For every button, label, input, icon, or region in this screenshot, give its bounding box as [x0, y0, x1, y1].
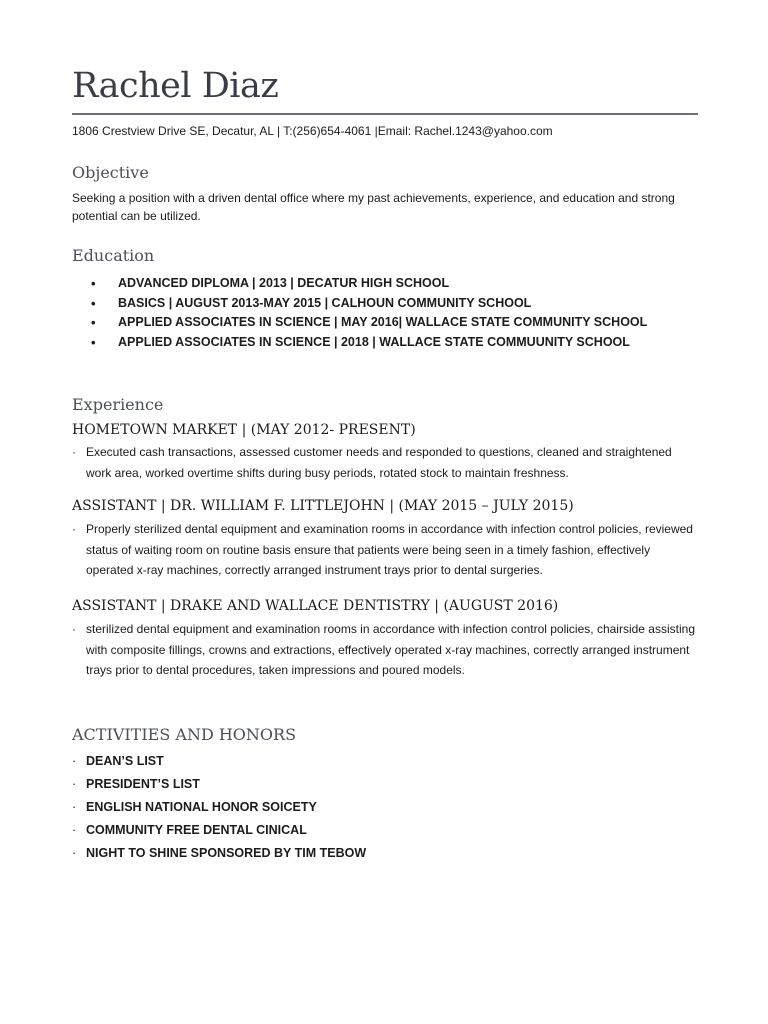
education-item — [72, 274, 647, 294]
education-item-text: APPLIED ASSOCIATES IN SCIENCE | 2018 | WALLACE STATE COMMUUNITY SCHOOL — [118, 335, 630, 350]
experience-heading: Experience — [72, 395, 164, 414]
education-item — [72, 294, 647, 314]
bullet-icon: · — [72, 622, 76, 636]
bullet-icon: · — [72, 777, 77, 791]
education-item — [72, 313, 647, 333]
bullet-icon: · — [72, 522, 76, 536]
education-item — [72, 333, 647, 353]
education-item-text: BASICS | AUGUST 2013-MAY 2015 | CALHOUN COMMUNITY SCHOOL — [118, 295, 532, 310]
bullet-icon: · — [72, 445, 76, 459]
objective-heading: Objective — [72, 163, 149, 182]
education-item-text: APPLIED ASSOCIATES IN SCIENCE | MAY 2016| WALLACE STATE COMMUNITY SCHOOL — [118, 315, 648, 330]
honor-item — [72, 796, 366, 819]
bullet-icon: • — [91, 295, 96, 311]
job-title: HOMETOWN MARKET | (MAY 2012- PRESENT) — [72, 422, 416, 438]
education-heading: Education — [72, 246, 155, 265]
honor-item-text: DEAN’S LIST — [86, 754, 164, 768]
honor-item — [72, 819, 366, 842]
education-item-text: ADVANCED DIPLOMA | 2013 | DECATUR HIGH SCHOOL — [118, 276, 450, 290]
bullet-icon: · — [72, 800, 77, 814]
job-description-text: sterilized dental equipment and examination rooms in accordance with infection control policies, chairside assisting with composite fillings, crowns and extractions, effectively operated x-ray machines, correctly arranged instrument trays prior to dental procedures, taken impressions and poured models. — [86, 622, 695, 677]
bullet-icon: • — [91, 276, 96, 291]
honor-item — [72, 773, 366, 796]
candidate-name: Rachel Diaz — [72, 66, 279, 106]
education-list — [72, 274, 647, 353]
bullet-icon: • — [91, 315, 96, 331]
job-description — [72, 619, 698, 681]
honors-list — [72, 750, 366, 865]
job-description-text: Properly sterilized dental equipment and examination rooms in accordance with infection control policies, reviewed status of waiting room on routine basis ensure that patients were being seen in a timely fashion, effectively operated x-ray machines, correctly arranged instrument trays prior to dental surgeries. — [86, 522, 693, 577]
job-description — [72, 442, 698, 483]
contact-line: 1806 Crestview Drive SE, Decatur, AL | T:(256)654-4061 |Email: Rachel.1243@yahoo.com — [72, 124, 553, 138]
honor-item — [72, 750, 366, 773]
job-title: ASSISTANT | DR. WILLIAM F. LITTLEJOHN | (MAY 2015 – JULY 2015) — [72, 498, 574, 514]
job-description-text: Executed cash transactions, assessed customer needs and responded to questions, cleaned and straightened work area, worked overtime shifts during busy periods, rotated stock to maintain freshness. — [86, 445, 672, 480]
bullet-icon: · — [72, 846, 77, 860]
job-title: ASSISTANT | DRAKE AND WALLACE DENTISTRY | (AUGUST 2016) — [72, 598, 559, 614]
job-description — [72, 519, 698, 581]
honor-item-text: PRESIDENT’S LIST — [86, 777, 200, 791]
honor-item — [72, 842, 366, 865]
header-divider — [72, 113, 698, 115]
honor-item-text: ENGLISH NATIONAL HONOR SOICETY — [86, 800, 317, 814]
objective-text: Seeking a position with a driven dental office where my past achievements, experience, and education and strong potential can be utilized. — [72, 191, 675, 223]
bullet-icon: · — [72, 754, 77, 768]
bullet-icon: · — [72, 823, 77, 837]
honor-item-text: NIGHT TO SHINE SPONSORED BY TIM TEBOW — [86, 846, 367, 860]
honor-item-text: COMMUNITY FREE DENTAL CINICAL — [86, 823, 307, 837]
bullet-icon: • — [91, 335, 96, 351]
honors-heading: ACTIVITIES AND HONORS — [72, 725, 297, 744]
